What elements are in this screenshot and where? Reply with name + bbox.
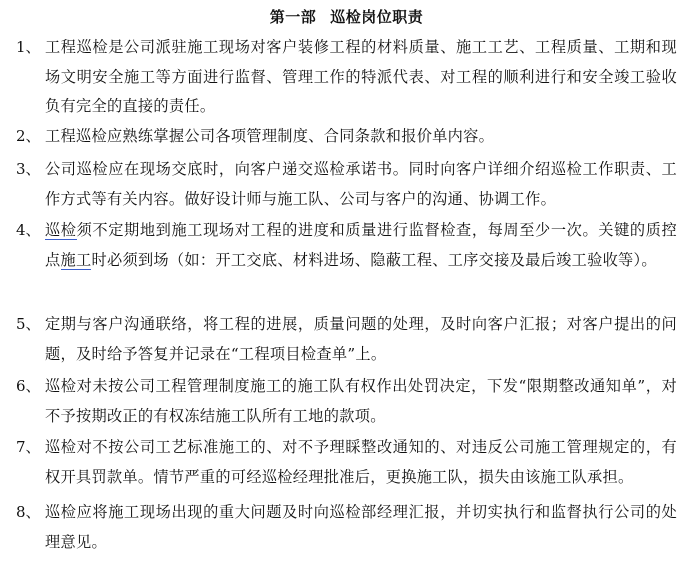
item-text: 巡检应将施工现场出现的重大问题及时向巡检部经理汇报，并切实执行和监督执行公司的处理意见。 xyxy=(45,503,677,551)
item-text: 巡检对不按公司工艺标准施工的、对不予理睬整改通知的、对违反公司施工管理规定的，有权开具罚款单。情节严重的可经巡检经理批准后，更换施工队，损失由该施工队承担。 xyxy=(45,438,677,486)
item-number: 4、 xyxy=(16,221,41,239)
item-text: 公司巡检应在现场交底时，向客户递交巡检承诺书。同时向客户详细介绍巡检工作职责、工作方式等有关内容。做好设计师与施工队、公司与客户的沟通、协调工作。 xyxy=(45,160,677,208)
item-text xyxy=(45,216,677,275)
item-number: 5、 xyxy=(16,315,41,333)
title-heading: 巡检岗位职责 xyxy=(330,8,424,26)
item-text: 定期与客户沟通联络，将工程的进展，质量问题的处理，及时向客户汇报；对客户提出的问题，及时给予答复并记录在“工程项目检查单”上。 xyxy=(45,315,677,363)
item-text: 工程巡检是公司派驻施工现场对客户装修工程的材料质量、施工工艺、工程质量、工期和现场文明安全施工等方面进行监督、管理工作的特派代表、对工程的顺利进行和安全竣工验收负有完全的直接的责任。 xyxy=(45,38,677,115)
item-text: 工程巡检应熟练掌握公司各项管理制度、合同条款和报价单内容。 xyxy=(45,127,495,145)
underlined-term: 施工 xyxy=(60,250,92,269)
item-text-part: 时必须到场（如：开工交底、材料进场、隐蔽工程、工序交接及最后竣工验收等）。 xyxy=(91,250,657,269)
item-number: 2、 xyxy=(16,127,41,145)
item-text-part: 须不定期地到施工现场对工程的进度和质量进行监督检查，每周至少一次。关键的质控点 xyxy=(45,221,677,269)
item-number: 7、 xyxy=(16,438,41,456)
item-number: 8、 xyxy=(16,503,41,521)
underlined-term: 巡检 xyxy=(45,221,77,239)
item-number: 1、 xyxy=(16,38,41,56)
item-number: 3、 xyxy=(16,160,41,178)
title-part: 第一部 xyxy=(269,8,317,26)
item-number: 6、 xyxy=(16,377,41,395)
item-text: 巡检对未按公司工程管理制度施工的施工队有权作出处罚决定，下发“限期整改通知单”，对不予按期改正的有权冻结施工队所有工地的款项。 xyxy=(45,377,678,425)
page-title xyxy=(0,7,693,27)
